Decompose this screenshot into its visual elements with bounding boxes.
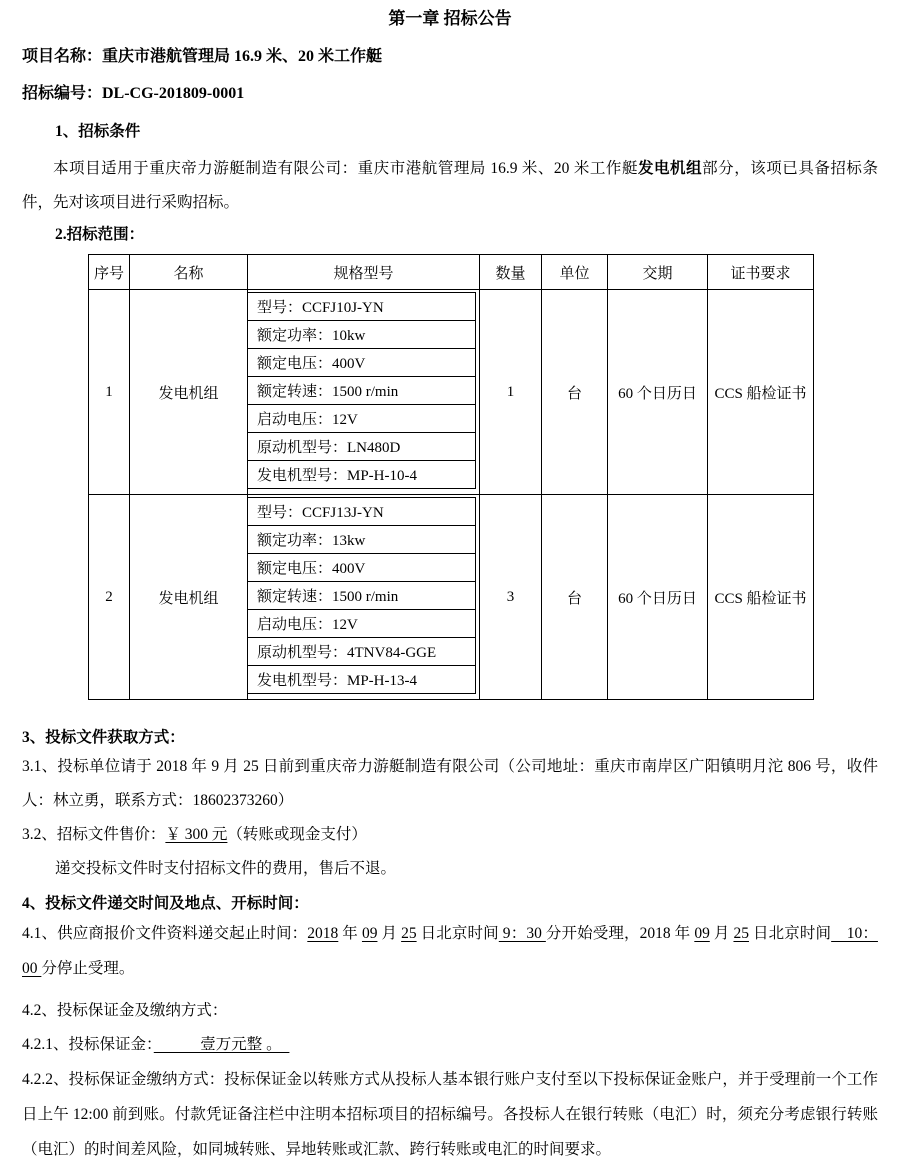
spec-generator-model: 发电机型号：MP-H-13-4 (248, 666, 476, 694)
spec-engine-model: 原动机型号：LN480D (248, 433, 476, 461)
row-seq: 2 (89, 495, 130, 700)
section-3-heading: 3、投标文件获取方式： (22, 729, 185, 746)
spec-voltage: 额定电压：400V (248, 554, 476, 582)
table-header-cert: 证书要求 (708, 255, 814, 290)
table-row (89, 290, 814, 495)
row-name: 发电机组 (130, 495, 248, 700)
item-3-2-price: ￥ 300 元 (165, 826, 228, 843)
row-unit: 台 (542, 290, 608, 495)
table-header-qty: 数量 (480, 255, 542, 290)
item-4-2-1-label: 4.2.1、投标保证金： (22, 1036, 154, 1053)
table-header-row (89, 255, 814, 290)
row-delivery: 60 个日历日 (608, 495, 708, 700)
item-4-1-label: 4.1、供应商报价文件资料递交起止时间： (22, 925, 308, 942)
item-4-2: 4.2、投标保证金及缴纳方式： (22, 1002, 228, 1019)
section-1-text-pre: 本项目适用于重庆帝力游艇制造有限公司：重庆市港航管理局 16.9 米、20 米工作艇 (53, 160, 638, 177)
table-header-delivery: 交期 (608, 255, 708, 290)
row-spec-cell (248, 290, 480, 495)
item-4-1-time2: 10：00 (22, 925, 878, 977)
spec-power: 额定功率：10kw (248, 321, 476, 349)
item-4-2-1-amount: 壹万元整 。 (153, 1036, 290, 1053)
spec-voltage: 额定电压：400V (248, 349, 476, 377)
item-3-2 (22, 818, 878, 852)
spec-generator-model: 发电机型号：MP-H-10-4 (248, 461, 476, 489)
item-4-2-2: 4.2.2、投标保证金缴纳方式：投标保证金以转账方式从投标人基本银行账户支付至以下投标保证金账户，并于受理前一个工作日上午 12:00 前到账。付款凭证备注栏中注明本招标项目的招标编号。各投标人在银行转账（电汇）时，须充分考虑银行转账（电汇）的时间差风险，如同城转账、异地转账或汇款、跨行转账或电汇的时间要求。 (22, 1071, 878, 1158)
row-qty: 3 (480, 495, 542, 700)
section-1-heading: 1、招标条件 (55, 123, 141, 140)
spec-subtable (248, 497, 476, 694)
row-cert: CCS 船检证书 (708, 290, 814, 495)
item-4-1-text: 年 (338, 925, 362, 942)
tender-scope-table (88, 254, 814, 700)
row-seq: 1 (89, 290, 130, 495)
section-2-heading: 2.招标范围： (55, 226, 145, 243)
spec-model: 型号：CCFJ13J-YN (248, 498, 476, 526)
item-4-2-1 (22, 1028, 878, 1062)
spec-power: 额定功率：13kw (248, 526, 476, 554)
item-4-1-text: 分开始受理，2018 年 (545, 925, 695, 942)
item-4-1-text: 日北京时间 (416, 925, 499, 942)
item-3-2-note: （转账或现金支付） (227, 826, 367, 843)
table-header-seq: 序号 (89, 255, 130, 290)
item-4-1-text: 分停止受理。 (41, 960, 135, 977)
spec-subtable (248, 292, 476, 489)
row-name: 发电机组 (130, 290, 248, 495)
spec-start-voltage: 启动电压：12V (248, 405, 476, 433)
item-4-1-text: 日北京时间 (748, 925, 832, 942)
spec-engine-model: 原动机型号：4TNV84-GGE (248, 638, 476, 666)
row-spec-cell (248, 495, 480, 700)
item-4-1-day1: 25 (401, 925, 417, 942)
row-cert: CCS 船检证书 (708, 495, 814, 700)
section-1-text-bold: 发电机组 (637, 160, 703, 177)
spec-speed: 额定转速：1500 r/min (248, 377, 476, 405)
row-unit: 台 (542, 495, 608, 700)
section-1-paragraph (22, 152, 878, 220)
table-header-name: 名称 (130, 255, 248, 290)
spec-start-voltage: 启动电压：12V (248, 610, 476, 638)
project-name-line: 项目名称：重庆市港航管理局 16.9 米、20 米工作艇 (22, 48, 383, 65)
table-header-unit: 单位 (542, 255, 608, 290)
item-4-1-time1: 9：30 (498, 925, 546, 942)
table-header-spec: 规格型号 (248, 255, 480, 290)
item-4-1-text: 月 (709, 925, 734, 942)
item-4-1-text: 月 (377, 925, 402, 942)
spec-speed: 额定转速：1500 r/min (248, 582, 476, 610)
row-delivery: 60 个日历日 (608, 290, 708, 495)
item-4-1-month1: 09 (361, 925, 378, 942)
item-4-1-month2: 09 (694, 925, 710, 942)
item-3-1: 3.1、投标单位请于 2018 年 9 月 25 日前到重庆帝力游艇制造有限公司（公司地址：重庆市南岸区广阳镇明月沱 806 号，收件人：林立勇，联系方式：18602373260） (22, 758, 878, 809)
section-1-text-post: 部分，该项已具备招标条件，先对该项目进行采购招标。 (22, 160, 878, 211)
item-3-2-label: 3.2、招标文件售价： (22, 826, 166, 843)
tender-number-line: 招标编号：DL-CG-201809-0001 (22, 85, 245, 102)
item-4-1-year1: 2018 (307, 925, 339, 942)
item-4-1-day2: 25 (733, 925, 749, 942)
doc-title: 第一章 招标公告 (388, 9, 512, 28)
row-qty: 1 (480, 290, 542, 495)
section-4-heading: 4、投标文件递交时间及地点、开标时间： (22, 895, 309, 912)
table-row (89, 495, 814, 700)
item-4-1 (22, 916, 878, 986)
fee-note: 递交投标文件时支付招标文件的费用，售后不退。 (55, 860, 397, 877)
spec-model: 型号：CCFJ10J-YN (248, 293, 476, 321)
